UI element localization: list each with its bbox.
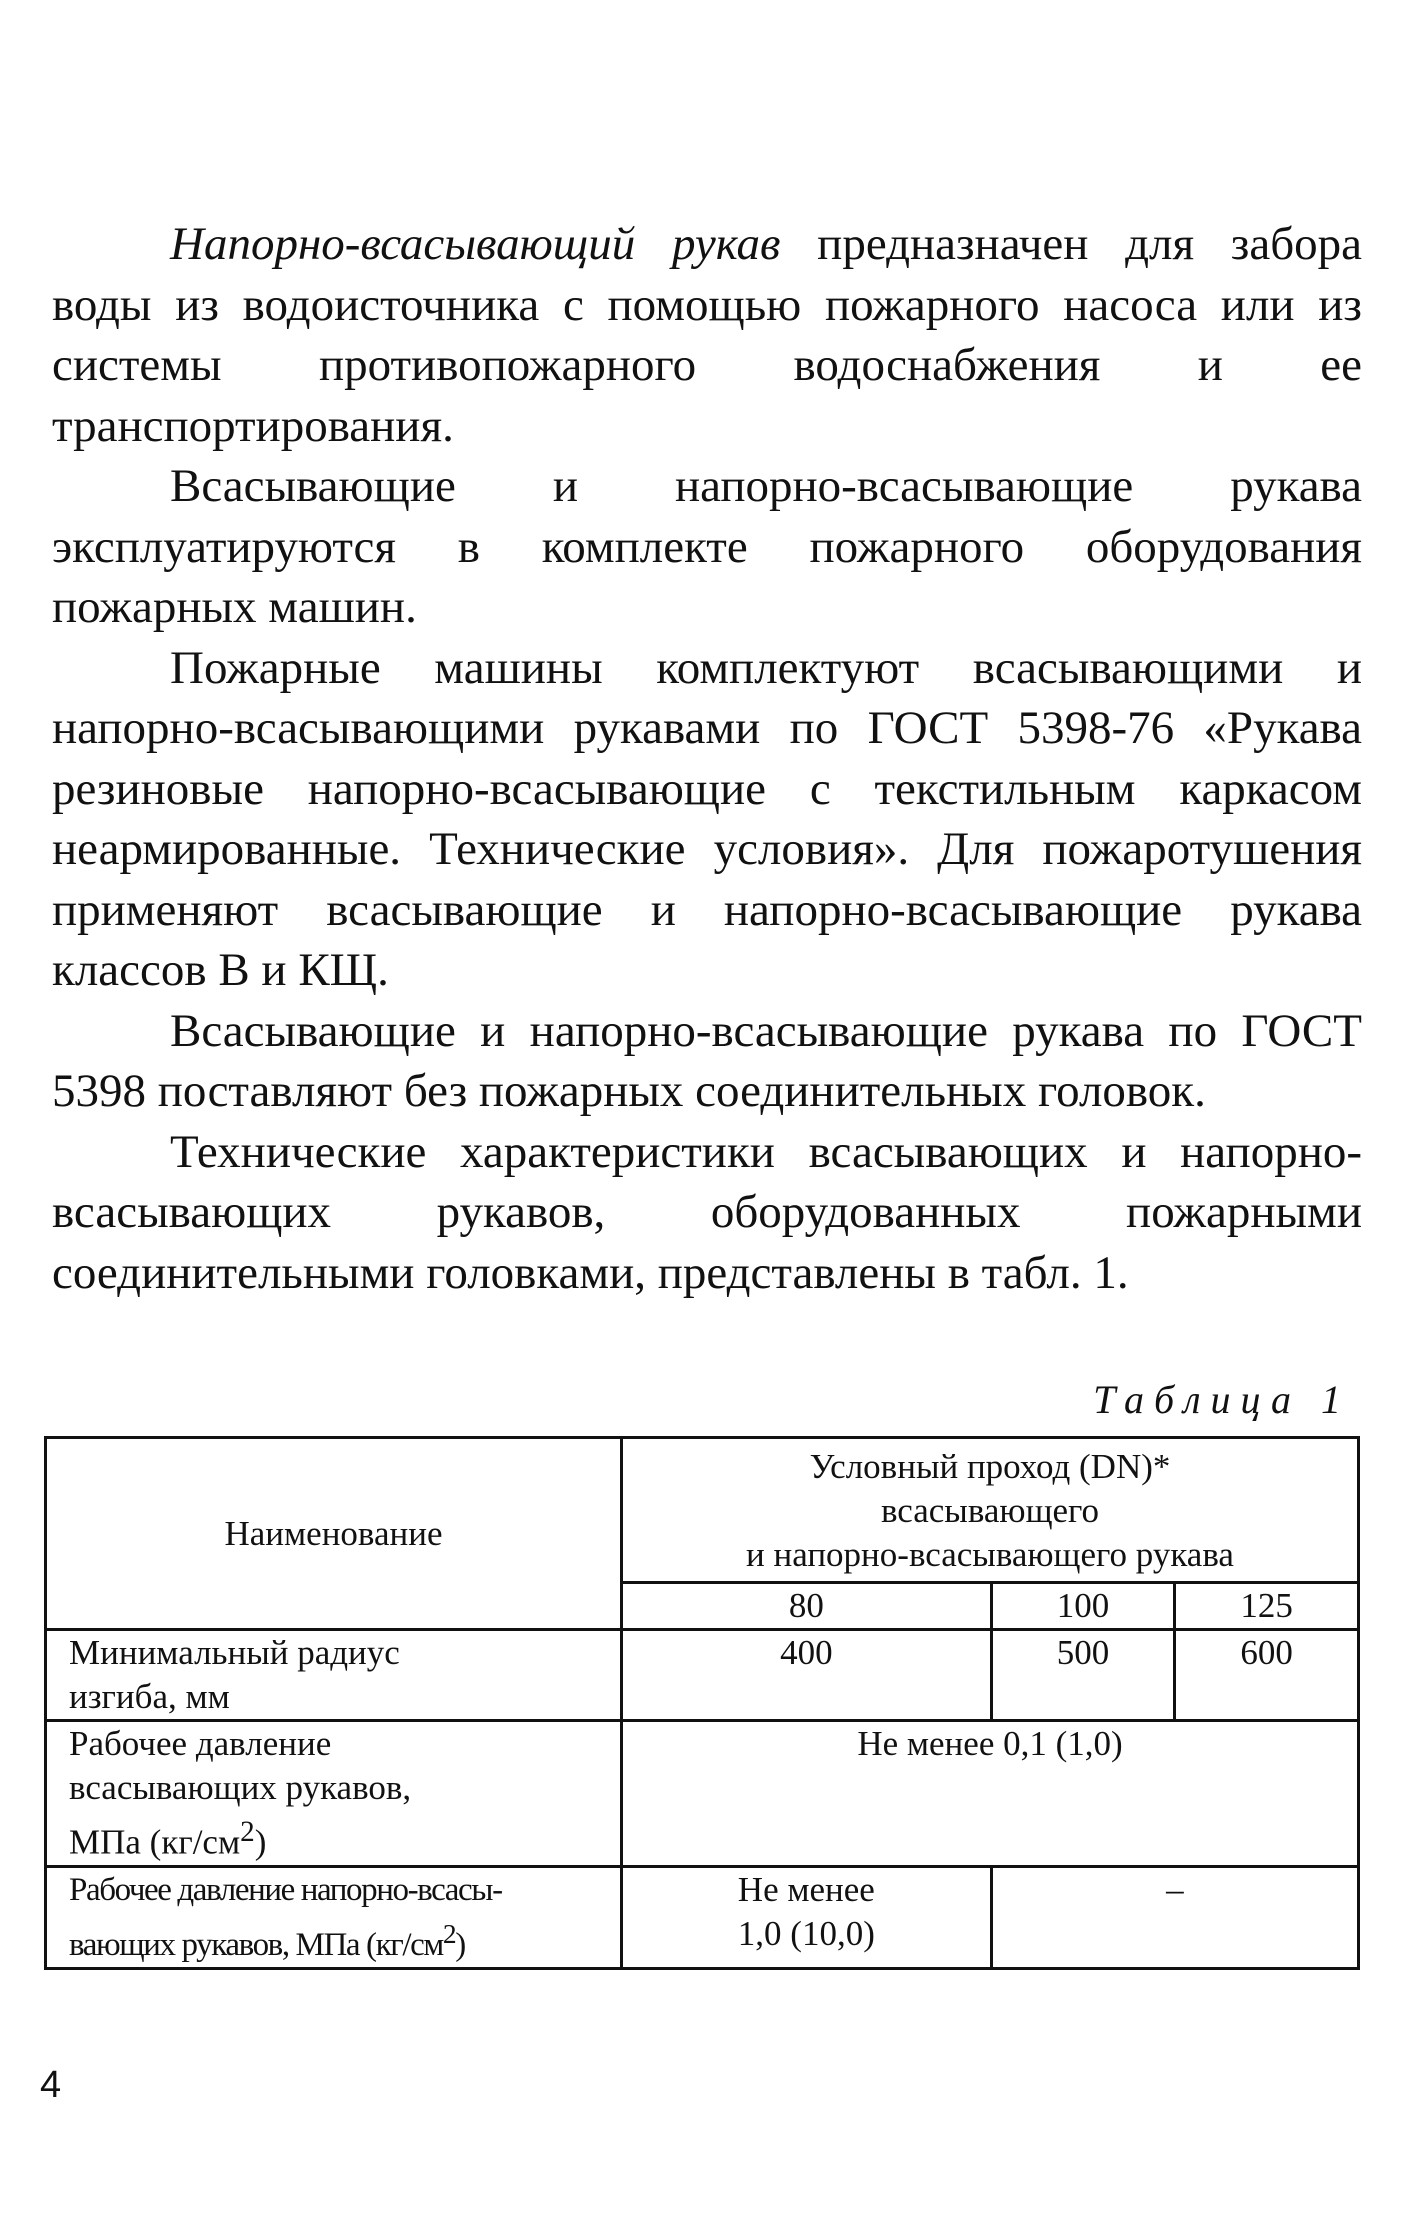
row-label-cell bbox=[46, 1721, 622, 1867]
row-label-cell bbox=[46, 1630, 622, 1721]
header-group-cell bbox=[622, 1438, 1359, 1583]
value-cell: 500 bbox=[991, 1630, 1175, 1721]
value-line: 1,0 (10,0) bbox=[737, 1913, 875, 1953]
page-number: 4 bbox=[40, 2064, 62, 2106]
paragraph-2: Всасывающие и напорно-всасывающие рукава эксплуатируются в комплекте пожарного оборудования пожарных машин. bbox=[52, 460, 1362, 633]
paragraph-4: Всасывающие и напорно-всасывающие рукава по ГОСТ 5398 поставляют без пожарных соединительных головок. bbox=[52, 1004, 1362, 1117]
superscript: 2 bbox=[442, 1917, 456, 1949]
row-label-line: Минимальный радиус bbox=[69, 1633, 400, 1672]
row-label-line: изгиба, мм bbox=[69, 1677, 230, 1716]
row-label-close: ) bbox=[254, 1822, 267, 1862]
row-label-unit: МПа (кг/см bbox=[69, 1822, 241, 1862]
table-row bbox=[46, 1630, 1359, 1721]
row-label-close: ) bbox=[455, 1926, 465, 1963]
value-cell: 400 bbox=[622, 1630, 992, 1721]
paragraph-1 bbox=[52, 214, 1362, 456]
header-group-line: всасывающего bbox=[880, 1491, 1100, 1530]
size-cell: 100 bbox=[991, 1583, 1175, 1630]
table-header-row bbox=[46, 1438, 1359, 1583]
paragraph-5: Технические характеристики всасывающих и напорно-всасывающих рукавов, оборудованных пожарными соединительными головками, представлены в табл. 1. bbox=[52, 1125, 1362, 1299]
table-caption: Таблица 1 bbox=[1093, 1377, 1351, 1422]
value-cell bbox=[622, 1866, 992, 1968]
spec-table bbox=[44, 1436, 1360, 1970]
dash-cell: – bbox=[991, 1866, 1358, 1968]
superscript: 2 bbox=[240, 1816, 255, 1848]
row-label-line: всасывающих рукавов, bbox=[69, 1768, 412, 1807]
table-row bbox=[46, 1721, 1359, 1867]
paragraph-3: Пожарные машины комплектуют всасывающими и напорно-всасывающими рукавами по ГОСТ 5398-76 «Рукава резиновые напорно-всасывающие с текстильным каркасом неармированные. Технические условия». Для пожаротушения применяют всасывающие и напорно-всасывающие рукава классов В и КЩ. bbox=[52, 641, 1362, 996]
table-row bbox=[46, 1866, 1359, 1968]
row-label-cell bbox=[46, 1866, 622, 1968]
value-cell: 600 bbox=[1175, 1630, 1359, 1721]
paragraph-1-text: предназначен для забора воды из водоисточника с помощью пожарного насоса или из системы противопожарного водоснабжения и ее транспортирования. bbox=[52, 218, 1363, 452]
value-line: Не менее bbox=[737, 1869, 875, 1909]
header-name-cell bbox=[46, 1438, 622, 1630]
size-cell: 80 bbox=[622, 1583, 992, 1630]
row-label-line: Рабочее давление bbox=[69, 1724, 332, 1763]
size-cell: 125 bbox=[1175, 1583, 1359, 1630]
term-italic: Напорно-всасывающий рукав bbox=[170, 218, 781, 270]
row-label-line bbox=[69, 1810, 606, 1865]
row-label-line bbox=[69, 1912, 606, 1967]
value-cell: Не менее 0,1 (1,0) bbox=[622, 1721, 1359, 1867]
header-group-line: Условный проход (DN)* bbox=[809, 1447, 1171, 1486]
row-label-line: Рабочее давление напорно-всасы- bbox=[69, 1871, 502, 1908]
header-group-line: и напорно-всасывающего рукава bbox=[746, 1535, 1234, 1574]
body-text bbox=[52, 214, 1362, 1303]
header-name: Наименование bbox=[224, 1513, 443, 1553]
row-label-unit: вающих рукавов, МПа (кг/см bbox=[69, 1926, 443, 1963]
